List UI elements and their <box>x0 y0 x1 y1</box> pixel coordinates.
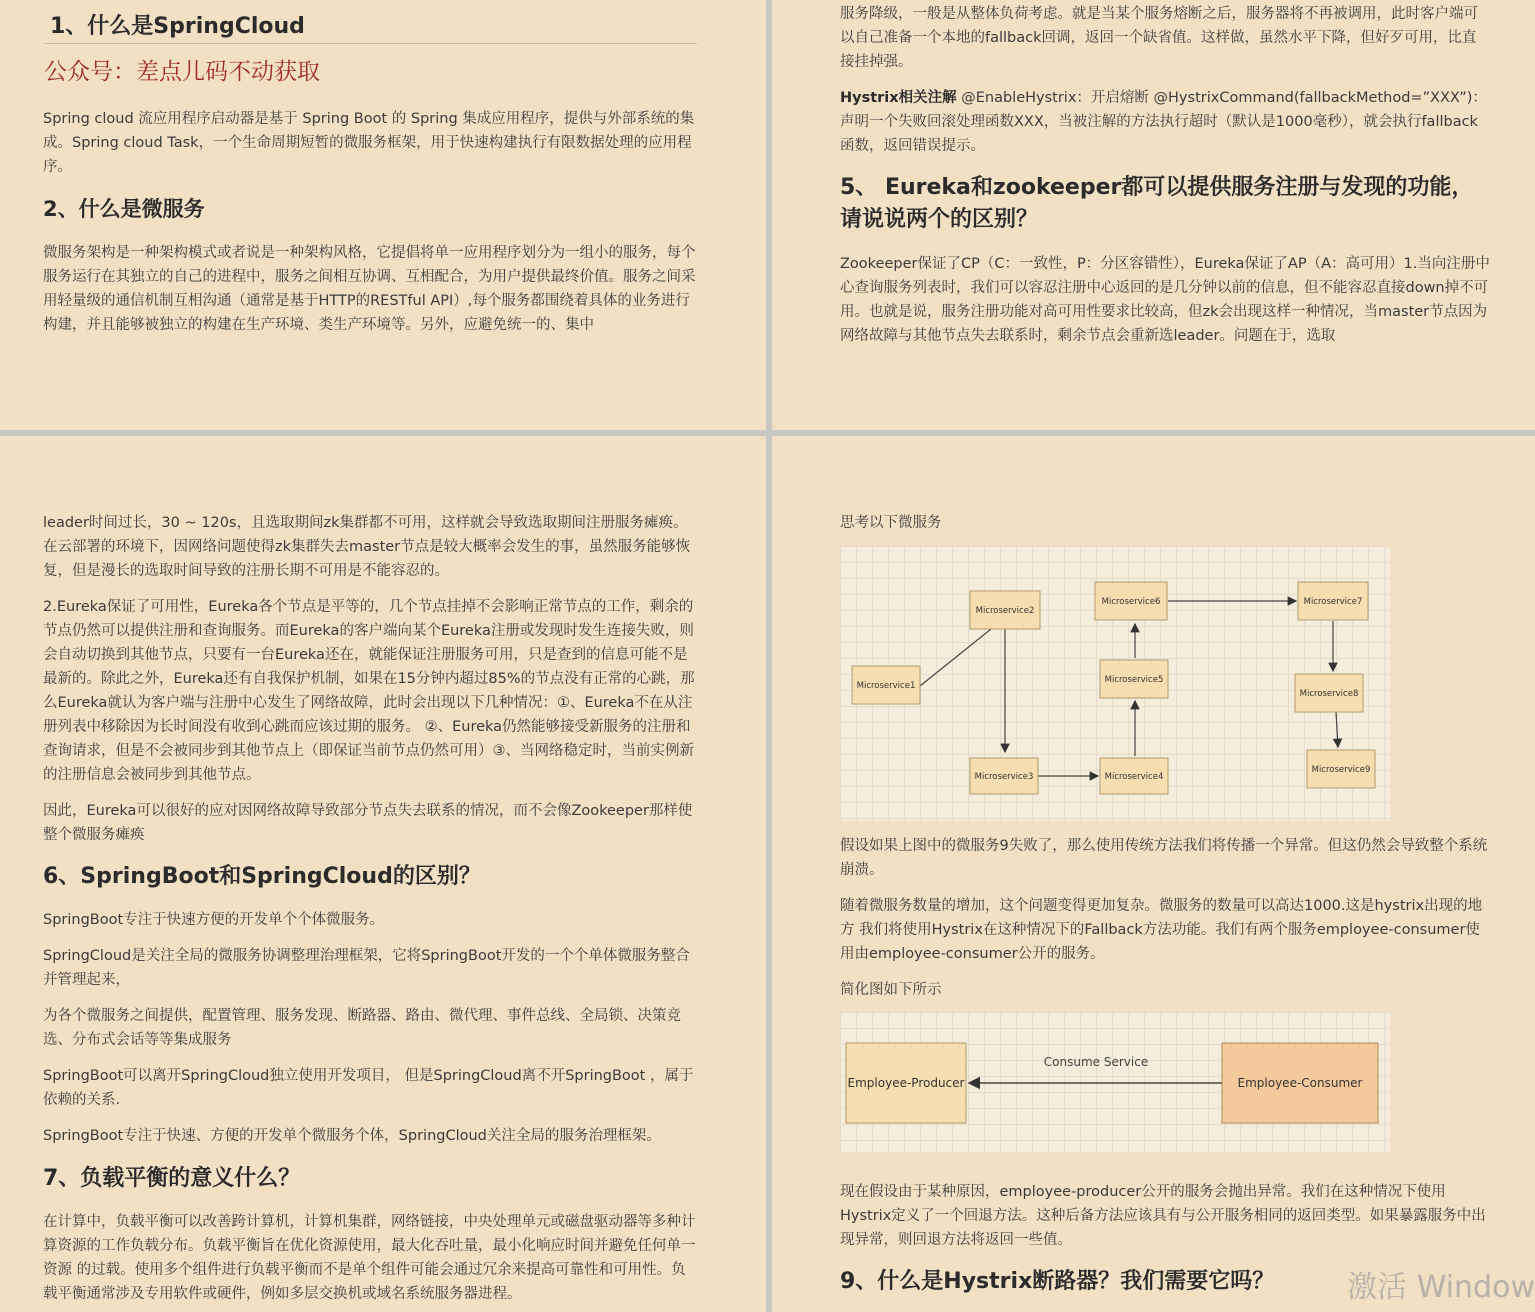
node-microservice9 <box>1307 750 1375 788</box>
node-label: Microservice8 <box>1299 689 1359 699</box>
node-label: Microservice2 <box>975 606 1035 616</box>
document-page-2 <box>772 0 1535 430</box>
node-label: Microservice4 <box>1104 772 1164 782</box>
node-label: Microservice6 <box>1101 597 1161 607</box>
heading-springboot-vs-springcloud: 6、SpringBoot和SpringCloud的区别？ <box>43 864 481 889</box>
paragraph: 假设如果上图中的微服务9失败了，那么使用传统方法我们将传播一个异常。但这仍然会导致整个系统崩溃。 <box>840 838 1488 878</box>
diagram-caption: 思考以下微服务 <box>840 515 942 531</box>
paragraph-hystrix-annotations <box>840 86 1490 158</box>
paragraph: SpringBoot专注于快速方便的开发单个个体微服务。 <box>43 912 385 928</box>
paragraph: 为各个微服务之间提供，配置管理、服务发现、断路器、路由、微代理、事件总线、全局锁、决策竞选、分布式会话等等集成服务 <box>43 1008 681 1048</box>
paragraph: 微服务架构是一种架构模式或者说是一种架构风格，它提倡将单一应用程序划分为一组小的服务，每个服务运行在其独立的自己的进程中，服务之间相互协调、互相配合，为用户提供最终价值。服务之间采用轻量级的通信机制互相沟通（通常是基于HTTP的RESTful API）,每个服务都围绕着具体的业务进行构建，并且能够被独立的构建在生产环境、类生产环境等。另外，应避免统一的、集中 <box>43 245 696 333</box>
heading-hystrix-circuit-breaker: 9、什么是Hystrix断路器？我们需要它吗？ <box>840 1269 1275 1294</box>
node-label: Employee-Producer <box>847 1076 965 1090</box>
node-employee-producer <box>846 1043 966 1123</box>
subtitle-wechat: 公众号：差点儿码不动获取 <box>44 59 320 85</box>
heading-eureka-vs-zookeeper: 5、 Eureka和zookeeper都可以提供服务注册与发现的功能，请说说两个的区别？ <box>840 175 1474 232</box>
bold-label: Hystrix相关注解 <box>840 90 957 106</box>
paragraph: SpringCloud是关注全局的微服务协调整理治理框架，它将SpringBoot开发的一个个单体微服务整合并管理起来， <box>43 948 690 988</box>
producer-consumer-diagram <box>840 1012 1390 1152</box>
paragraph: Zookeeper保证了CP（C：一致性，P：分区容错性），Eureka保证了AP（A：高可用）1.当向注册中心查询服务列表时，我们可以容忍注册中心返回的是几分钟以前的信息，但不能容忍直接down掉不可用。也就是说，服务注册功能对高可用性要求比较高，但zk会出现这样一种情况，当master节点因为网络故障与其他节点失去联系时，剩余节点会重新选leader。问题在于，选取 <box>840 256 1490 344</box>
heading-load-balancing: 7、负载平衡的意义什么？ <box>43 1166 301 1191</box>
paragraph: SpringBoot可以离开SpringCloud独立使用开发项目， 但是SpringCloud离不开SpringBoot ，属于依赖的关系. <box>43 1068 694 1108</box>
document-page-3 <box>0 436 766 1312</box>
node-microservice3 <box>970 758 1038 794</box>
diagram-nodes <box>852 582 1375 794</box>
paragraph: 服务降级，一般是从整体负荷考虑。就是当某个服务熔断之后，服务器将不再被调用，此时客户端可以自己准备一个本地的fallback回调，返回一个缺省值。这样做，虽然水平下降，但好歹可用，比直接挂掉强。 <box>840 6 1478 70</box>
edge-label: Consume Service <box>1043 1055 1149 1069</box>
node-microservice5 <box>1100 660 1168 698</box>
paragraph-text: @EnableHystrix：开启熔断 @HystrixCommand(fallbackMethod=”XXX”)：声明一个失败回滚处理函数XXX，当被注解的方法执行超时（默认是1000毫秒），就会执行fallback函数，返回错误提示。 <box>840 90 1487 154</box>
node-microservice8 <box>1295 674 1363 712</box>
node-microservice1 <box>852 666 920 704</box>
paragraph: Spring cloud 流应用程序启动器是基于 Spring Boot 的 Spring 集成应用程序，提供与外部系统的集成。Spring cloud Task，一个生命周期短暂的微服务框架，用于快速构建执行有限数据处理的应用程序。 <box>43 111 695 175</box>
microservices-diagram <box>840 546 1390 821</box>
node-microservice6 <box>1095 582 1167 620</box>
node-label: Microservice7 <box>1303 597 1363 607</box>
node-microservice7 <box>1298 582 1368 620</box>
edge-ms8-ms9 <box>1336 712 1338 747</box>
paragraph: 在计算中，负载平衡可以改善跨计算机，计算机集群，网络链接，中央处理单元或磁盘驱动器等多种计算资源的工作负载分布。负载平衡旨在优化资源使用，最大化吞吐量，最小化响应时间并避免任何单一资源 的过载。使用多个组件进行负载平衡而不是单个组件可能会通过冗余来提高可靠性和可用性。负载平衡通常涉及专用软件或硬件，例如多层交换机或域名系统服务器进程。 <box>43 1214 696 1302</box>
heading-what-is-microservice: 2、什么是微服务 <box>43 197 205 221</box>
paragraph: 2.Eureka保证了可用性，Eureka各个节点是平等的，几个节点挂掉不会影响正常节点的工作，剩余的节点仍然可以提供注册和查询服务。而Eureka的客户端向某个Eureka注册或发现时发生连接失败，则会自动切换到其他节点，只要有一台Eureka还在，就能保证注册服务可用，只是查到的信息可能不是最新的。除此之外，Eureka还有自我保护机制，如果在15分钟内超过85%的节点没有正常的心跳，那么Eureka就认为客户端与注册中心发生了网络故障，此时会出现以下几种情况：①、Eureka不在从注册列表中移除因为长时间没有收到心跳而应该过期的服务。 ②、Eureka仍然能够接受新服务的注册和查询请求，但是不会被同步到其他节点上（即保证当前节点仍然可用）③、当网络稳定时，当前实例新的注册信息会被同步到其他节点。 <box>43 599 695 783</box>
node-label: Microservice1 <box>856 681 916 691</box>
node-label: Microservice9 <box>1311 765 1371 775</box>
heading-what-is-springcloud: 1、什么是SpringCloud <box>50 14 305 39</box>
paragraph: 因此，Eureka可以很好的应对因网络故障导致部分节点失去联系的情况，而不会像Zookeeper那样使整个微服务瘫痪 <box>43 803 693 843</box>
microservices-diagram-svg <box>840 546 1390 821</box>
document-page-1 <box>0 0 766 430</box>
paragraph: leader时间过长，30 ~ 120s，且选取期间zk集群都不可用，这样就会导致选取期间注册服务瘫痪。在云部署的环境下，因网络问题使得zk集群失去master节点是较大概率会发生的事，虽然服务能够恢复，但是漫长的选取时间导致的注册长期不可用是不能容忍的。 <box>43 515 691 579</box>
document-page-4 <box>772 436 1535 1312</box>
diagram-caption: 简化图如下所示 <box>840 982 942 998</box>
node-label: Microservice5 <box>1104 675 1164 685</box>
paragraph: SpringBoot专注于快速、方便的开发单个微服务个体，SpringCloud关注全局的服务治理框架。 <box>43 1128 661 1144</box>
node-employee-consumer <box>1222 1043 1378 1123</box>
paragraph: 现在假设由于某种原因，employee-producer公开的服务会抛出异常。我们在这种情况下使用Hystrix定义了一个回退方法。这种后备方法应该具有与公开服务相同的返回类型。如果暴露服务中出现异常，则回退方法将返回一些值。 <box>840 1184 1486 1248</box>
node-label: Employee-Consumer <box>1237 1076 1363 1090</box>
paragraph: 随着微服务数量的增加，这个问题变得更加复杂。微服务的数量可以高达1000.这是hystrix出现的地方 我们将使用Hystrix在这种情况下的Fallback方法功能。我们有两个服务employee-consumer使用由employee-consumer公开的服务。 <box>840 898 1483 962</box>
node-label: Microservice3 <box>974 772 1034 782</box>
producer-consumer-diagram-svg <box>840 1012 1390 1152</box>
heading-underline <box>45 43 697 44</box>
node-microservice4 <box>1100 758 1168 794</box>
node-microservice2 <box>970 591 1040 629</box>
activation-watermark: 激活 Window <box>1347 1270 1535 1305</box>
